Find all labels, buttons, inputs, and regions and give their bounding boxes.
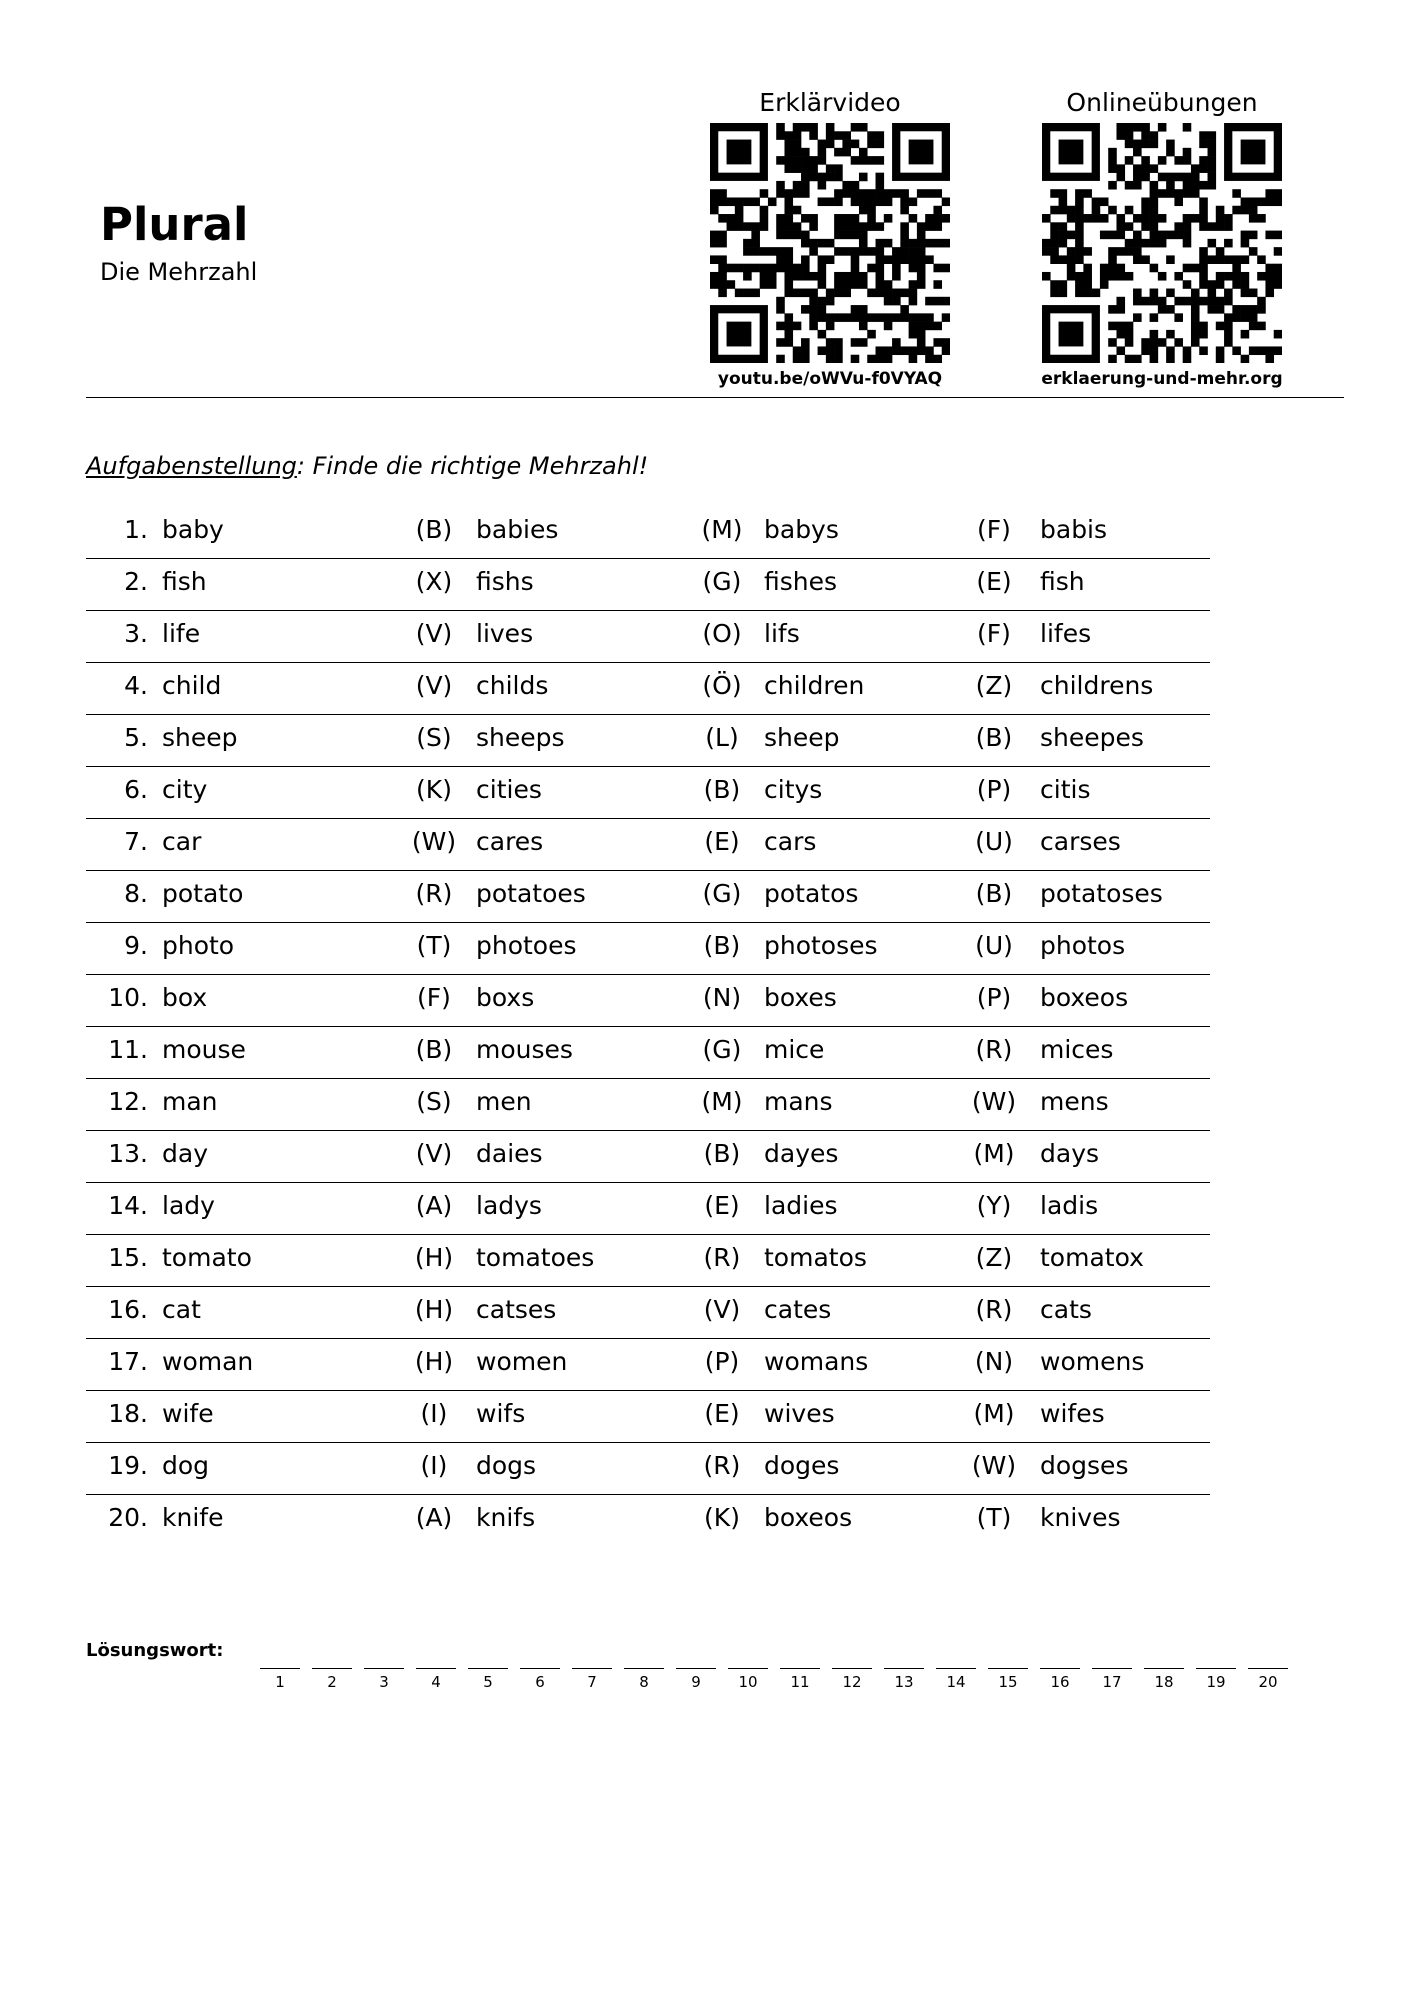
- exercise-number: 5.: [124, 723, 148, 752]
- exercise-row: [86, 923, 1210, 975]
- exercise-word: potato: [162, 879, 244, 908]
- option-letter: (G): [702, 1035, 742, 1064]
- exercise-word: day: [162, 1139, 208, 1168]
- exercise-number: 19.: [108, 1451, 148, 1480]
- option-letter: (B): [703, 1139, 741, 1168]
- option-letter: (A): [415, 1503, 453, 1532]
- exercise-word: dog: [162, 1451, 210, 1480]
- option-letter: (O): [702, 619, 742, 648]
- exercise-row: [86, 507, 1210, 559]
- option-text[interactable]: citis: [1040, 775, 1091, 804]
- option-letter: (R): [415, 879, 453, 908]
- page-title: Plural: [100, 198, 249, 251]
- qr-url[interactable]: erklaerung-und-mehr.org: [1041, 369, 1283, 389]
- option-letter: (N): [702, 983, 742, 1012]
- task-label: Aufgabenstellung: [86, 452, 297, 480]
- option-text[interactable]: mices: [1040, 1035, 1114, 1064]
- option-letter: (F): [417, 983, 451, 1012]
- option-text[interactable]: doges: [764, 1451, 840, 1480]
- blank-line[interactable]: [520, 1646, 560, 1669]
- blank-line[interactable]: [572, 1646, 612, 1669]
- blank-number: 20: [1258, 1673, 1278, 1691]
- exercise-row: [86, 819, 1210, 871]
- option-letter: (X): [415, 567, 453, 596]
- option-letter: (I): [420, 1451, 448, 1480]
- exercise-row: [86, 1027, 1210, 1079]
- option-letter: (G): [702, 567, 742, 596]
- exercise-row: [86, 871, 1210, 923]
- blank-line[interactable]: [988, 1646, 1028, 1669]
- option-letter: (M): [701, 1087, 743, 1116]
- exercise-number: 6.: [124, 775, 148, 804]
- exercise-row: [86, 611, 1210, 663]
- blank-number: 12: [842, 1673, 862, 1691]
- option-text[interactable]: cats: [1040, 1295, 1092, 1324]
- option-text[interactable]: wifes: [1040, 1399, 1105, 1428]
- option-text[interactable]: womens: [1040, 1347, 1145, 1376]
- option-letter: (V): [415, 1139, 453, 1168]
- option-text[interactable]: daies: [476, 1139, 543, 1168]
- exercise-number: 14.: [108, 1191, 148, 1220]
- exercise-word: woman: [162, 1347, 254, 1376]
- blank-line[interactable]: [624, 1646, 664, 1669]
- option-text[interactable]: boxeos: [764, 1503, 853, 1532]
- option-text[interactable]: wives: [764, 1399, 835, 1428]
- option-text[interactable]: days: [1040, 1139, 1100, 1168]
- option-letter: (R): [703, 1451, 741, 1480]
- option-text[interactable]: lives: [476, 619, 534, 648]
- option-text[interactable]: catses: [476, 1295, 557, 1324]
- option-letter: (U): [975, 827, 1013, 856]
- option-text[interactable]: babys: [764, 515, 839, 544]
- option-text[interactable]: mice: [764, 1035, 825, 1064]
- solution-blank[interactable]: [312, 1646, 352, 1691]
- option-letter: (R): [975, 1295, 1013, 1324]
- option-letter: (P): [976, 983, 1012, 1012]
- solution-blank[interactable]: [624, 1646, 664, 1691]
- blank-line[interactable]: [1248, 1646, 1288, 1669]
- solution-blank[interactable]: [1040, 1646, 1080, 1691]
- exercise-row: [86, 715, 1210, 767]
- blank-line[interactable]: [260, 1646, 300, 1669]
- exercise-row: [86, 1339, 1210, 1391]
- option-letter: (M): [701, 515, 743, 544]
- exercise-word: knife: [162, 1503, 224, 1532]
- exercise-word: sheep: [162, 723, 238, 752]
- exercise-row: [86, 975, 1210, 1027]
- option-text[interactable]: cities: [476, 775, 542, 804]
- exercise-number: 17.: [108, 1347, 148, 1376]
- option-letter: (I): [420, 1399, 448, 1428]
- option-text[interactable]: tomatoes: [476, 1243, 595, 1272]
- exercise-word: cat: [162, 1295, 201, 1324]
- qr-caption: Erklärvideo: [759, 88, 901, 117]
- option-letter: (K): [704, 1503, 740, 1532]
- option-letter: (V): [415, 671, 453, 700]
- option-text[interactable]: boxes: [764, 983, 837, 1012]
- blank-number: 18: [1154, 1673, 1174, 1691]
- option-letter: (B): [703, 931, 741, 960]
- option-letter: (Y): [976, 1191, 1012, 1220]
- solution-blank[interactable]: [728, 1646, 768, 1691]
- blank-line[interactable]: [780, 1646, 820, 1669]
- blank-number: 5: [483, 1673, 493, 1691]
- blank-number: 1: [275, 1673, 285, 1691]
- solution-blank[interactable]: [780, 1646, 820, 1691]
- option-text[interactable]: tomatox: [1040, 1243, 1144, 1272]
- blank-line[interactable]: [728, 1646, 768, 1669]
- option-letter: (W): [971, 1451, 1017, 1480]
- option-text[interactable]: mans: [764, 1087, 833, 1116]
- option-letter: (U): [975, 931, 1013, 960]
- option-letter: (W): [971, 1087, 1017, 1116]
- task-text: : Finde die richtige Mehrzahl!: [296, 452, 649, 480]
- option-text[interactable]: carses: [1040, 827, 1121, 856]
- exercise-word: city: [162, 775, 208, 804]
- blank-line[interactable]: [312, 1646, 352, 1669]
- option-letter: (H): [414, 1295, 454, 1324]
- qr-caption: Onlineübungen: [1066, 88, 1258, 117]
- qr-code-icon[interactable]: [1042, 123, 1282, 363]
- exercise-number: 8.: [124, 879, 148, 908]
- exercise-number: 10.: [108, 983, 148, 1012]
- option-letter: (B): [975, 723, 1013, 752]
- option-text[interactable]: fish: [1040, 567, 1085, 596]
- exercise-row: [86, 1131, 1210, 1183]
- exercise-number: 1.: [124, 515, 148, 544]
- exercise-number: 13.: [108, 1139, 148, 1168]
- option-text[interactable]: cars: [764, 827, 817, 856]
- blank-line[interactable]: [676, 1646, 716, 1669]
- blank-line[interactable]: [1144, 1646, 1184, 1669]
- blank-number: 7: [587, 1673, 597, 1691]
- exercise-number: 2.: [124, 567, 148, 596]
- option-letter: (E): [704, 1191, 740, 1220]
- exercise-word: mouse: [162, 1035, 246, 1064]
- blank-line[interactable]: [936, 1646, 976, 1669]
- option-text[interactable]: potatos: [764, 879, 859, 908]
- option-text[interactable]: potatoses: [1040, 879, 1163, 908]
- blank-line[interactable]: [468, 1646, 508, 1669]
- option-text[interactable]: fishes: [764, 567, 838, 596]
- option-text[interactable]: boxeos: [1040, 983, 1129, 1012]
- option-letter: (H): [414, 1243, 454, 1272]
- exercise-row: [86, 767, 1210, 819]
- qr-block-video: [700, 88, 960, 389]
- option-letter: (T): [416, 931, 452, 960]
- option-letter: (M): [973, 1399, 1015, 1428]
- option-letter: (P): [704, 1347, 740, 1376]
- exercise-list: [86, 507, 1210, 1546]
- solution-blank[interactable]: [676, 1646, 716, 1691]
- option-text[interactable]: childs: [476, 671, 549, 700]
- blank-line[interactable]: [1040, 1646, 1080, 1669]
- blank-line[interactable]: [832, 1646, 872, 1669]
- option-text[interactable]: knives: [1040, 1503, 1121, 1532]
- option-text[interactable]: dogs: [476, 1451, 537, 1480]
- solution-blank[interactable]: [572, 1646, 612, 1691]
- exercise-word: child: [162, 671, 222, 700]
- option-letter: (M): [973, 1139, 1015, 1168]
- solution-blank[interactable]: [416, 1646, 456, 1691]
- solution-blank[interactable]: [884, 1646, 924, 1691]
- option-letter: (F): [977, 515, 1011, 544]
- option-letter: (P): [976, 775, 1012, 804]
- blank-number: 4: [431, 1673, 441, 1691]
- option-text[interactable]: dayes: [764, 1139, 839, 1168]
- blank-number: 14: [946, 1673, 966, 1691]
- solution-blank[interactable]: [988, 1646, 1028, 1691]
- option-text[interactable]: babies: [476, 515, 559, 544]
- option-letter: (B): [975, 879, 1013, 908]
- option-letter: (S): [416, 723, 452, 752]
- blank-line[interactable]: [884, 1646, 924, 1669]
- option-text[interactable]: photoes: [476, 931, 577, 960]
- solution-blank[interactable]: [1248, 1646, 1288, 1691]
- option-letter: (Ö): [702, 671, 742, 700]
- solution-blank[interactable]: [1092, 1646, 1132, 1691]
- qr-code-icon[interactable]: [710, 123, 950, 363]
- exercise-row: [86, 1443, 1210, 1495]
- blank-number: 15: [998, 1673, 1018, 1691]
- option-text[interactable]: fishs: [476, 567, 534, 596]
- exercise-number: 16.: [108, 1295, 148, 1324]
- solution-blank[interactable]: [468, 1646, 508, 1691]
- exercise-row: [86, 559, 1210, 611]
- option-letter: (E): [704, 827, 740, 856]
- option-text[interactable]: cates: [764, 1295, 832, 1324]
- option-text[interactable]: mens: [1040, 1087, 1109, 1116]
- exercise-number: 3.: [124, 619, 148, 648]
- solution-blank[interactable]: [832, 1646, 872, 1691]
- exercise-word: photo: [162, 931, 235, 960]
- option-letter: (Z): [975, 671, 1013, 700]
- blank-number: 16: [1050, 1673, 1070, 1691]
- option-text[interactable]: childrens: [1040, 671, 1154, 700]
- exercise-row: [86, 1391, 1210, 1443]
- option-text[interactable]: knifs: [476, 1503, 536, 1532]
- option-letter: (B): [703, 775, 741, 804]
- solution-label: Lösungswort:: [86, 1640, 224, 1661]
- exercise-word: car: [162, 827, 202, 856]
- option-text[interactable]: women: [476, 1347, 568, 1376]
- exercise-word: man: [162, 1087, 218, 1116]
- blank-number: 13: [894, 1673, 914, 1691]
- blank-line[interactable]: [1092, 1646, 1132, 1669]
- option-text[interactable]: cares: [476, 827, 544, 856]
- exercise-number: 20.: [108, 1503, 148, 1532]
- solution-blank[interactable]: [364, 1646, 404, 1691]
- option-letter: (F): [977, 619, 1011, 648]
- option-letter: (S): [416, 1087, 452, 1116]
- exercise-number: 4.: [124, 671, 148, 700]
- blank-number: 11: [790, 1673, 810, 1691]
- blank-number: 10: [738, 1673, 758, 1691]
- exercise-word: fish: [162, 567, 207, 596]
- exercise-number: 9.: [124, 931, 148, 960]
- option-letter: (W): [411, 827, 457, 856]
- option-text[interactable]: lifs: [764, 619, 800, 648]
- solution-blanks: [260, 1646, 1300, 1691]
- blank-number: 3: [379, 1673, 389, 1691]
- option-letter: (H): [414, 1347, 454, 1376]
- solution-blank[interactable]: [260, 1646, 300, 1691]
- option-letter: (V): [703, 1295, 741, 1324]
- option-letter: (E): [976, 567, 1012, 596]
- option-letter: (B): [415, 1035, 453, 1064]
- task-instruction: [86, 452, 648, 480]
- exercise-number: 12.: [108, 1087, 148, 1116]
- blank-number: 2: [327, 1673, 337, 1691]
- exercise-word: baby: [162, 515, 224, 544]
- solution-blank[interactable]: [1144, 1646, 1184, 1691]
- option-letter: (Z): [975, 1243, 1013, 1272]
- exercise-word: tomato: [162, 1243, 252, 1272]
- exercise-number: 18.: [108, 1399, 148, 1428]
- blank-line[interactable]: [1196, 1646, 1236, 1669]
- option-text[interactable]: mouses: [476, 1035, 573, 1064]
- option-letter: (K): [416, 775, 452, 804]
- option-text[interactable]: tomatos: [764, 1243, 867, 1272]
- option-letter: (V): [415, 619, 453, 648]
- option-text[interactable]: photos: [1040, 931, 1126, 960]
- option-letter: (R): [703, 1243, 741, 1272]
- option-letter: (L): [705, 723, 739, 752]
- option-text[interactable]: sheep: [764, 723, 840, 752]
- option-text[interactable]: ladys: [476, 1191, 542, 1220]
- option-text[interactable]: citys: [764, 775, 823, 804]
- option-letter: (G): [702, 879, 742, 908]
- exercise-row: [86, 1183, 1210, 1235]
- exercise-number: 15.: [108, 1243, 148, 1272]
- exercise-word: box: [162, 983, 208, 1012]
- blank-number: 19: [1206, 1673, 1226, 1691]
- exercise-number: 11.: [108, 1035, 148, 1064]
- option-text[interactable]: sheeps: [476, 723, 565, 752]
- solution-blank[interactable]: [936, 1646, 976, 1691]
- exercise-row: [86, 1079, 1210, 1131]
- option-text[interactable]: womans: [764, 1347, 869, 1376]
- option-text[interactable]: boxs: [476, 983, 535, 1012]
- option-text[interactable]: lifes: [1040, 619, 1092, 648]
- qr-url[interactable]: youtu.be/oWVu-f0VYAQ: [717, 369, 943, 389]
- blank-number: 8: [639, 1673, 649, 1691]
- exercise-row: [86, 663, 1210, 715]
- option-letter: (E): [704, 1399, 740, 1428]
- exercise-word: lady: [162, 1191, 215, 1220]
- solution-blank[interactable]: [1196, 1646, 1236, 1691]
- solution-blank[interactable]: [520, 1646, 560, 1691]
- option-text[interactable]: sheepes: [1040, 723, 1144, 752]
- option-text[interactable]: dogses: [1040, 1451, 1129, 1480]
- option-text[interactable]: wifs: [476, 1399, 526, 1428]
- blank-number: 9: [691, 1673, 701, 1691]
- qr-block-exercises: [1032, 88, 1292, 389]
- option-text[interactable]: babis: [1040, 515, 1108, 544]
- exercise-word: life: [162, 619, 201, 648]
- blank-line[interactable]: [416, 1646, 456, 1669]
- exercise-row: [86, 1235, 1210, 1287]
- exercise-row: [86, 1495, 1210, 1546]
- option-letter: (A): [415, 1191, 453, 1220]
- option-text[interactable]: ladis: [1040, 1191, 1099, 1220]
- option-letter: (B): [415, 515, 453, 544]
- header-divider: [86, 397, 1344, 398]
- option-letter: (N): [974, 1347, 1014, 1376]
- option-letter: (T): [976, 1503, 1012, 1532]
- option-letter: (R): [975, 1035, 1013, 1064]
- exercise-number: 7.: [124, 827, 148, 856]
- blank-line[interactable]: [364, 1646, 404, 1669]
- exercise-row: [86, 1287, 1210, 1339]
- exercise-word: wife: [162, 1399, 214, 1428]
- option-text[interactable]: children: [764, 671, 865, 700]
- option-text[interactable]: photoses: [764, 931, 878, 960]
- option-text[interactable]: potatoes: [476, 879, 586, 908]
- option-text[interactable]: ladies: [764, 1191, 838, 1220]
- blank-number: 6: [535, 1673, 545, 1691]
- option-text[interactable]: men: [476, 1087, 532, 1116]
- blank-number: 17: [1102, 1673, 1122, 1691]
- page-subtitle: Die Mehrzahl: [100, 258, 258, 286]
